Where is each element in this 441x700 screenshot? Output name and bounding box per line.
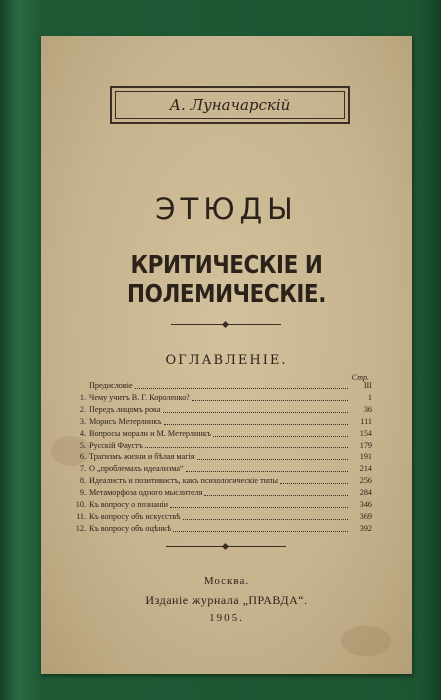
toc-item-page: 111: [360, 416, 372, 426]
toc-item-number: 11.: [76, 511, 86, 521]
toc-dot-leader: [170, 499, 348, 508]
toc-row: [74, 499, 372, 511]
toc-dot-leader: [186, 463, 348, 472]
toc-item-page: 256: [359, 476, 372, 486]
toc-item-page: 214: [359, 464, 372, 474]
imprint-publisher: Изданіе журнала „ПРАВДА“.: [145, 593, 308, 607]
toc-dot-leader: [197, 451, 348, 460]
toc-dot-leader: [192, 392, 348, 401]
toc-item-title: Передъ лицомъ рока: [89, 404, 161, 414]
toc-item-page: 1: [367, 392, 372, 402]
imprint-year: 1905.: [209, 612, 244, 624]
toc-dot-leader: [164, 416, 348, 425]
toc-item-title: Предисловіе: [89, 381, 133, 390]
toc-row: [74, 428, 372, 440]
toc-item-title: Чему учитъ В. Г. Короленко?: [89, 392, 190, 402]
toc-item-number: 9.: [79, 488, 86, 498]
toc-item-number: 10.: [75, 500, 86, 510]
toc-item-page: III: [363, 381, 372, 390]
author-name: А. Луначарскій: [115, 91, 345, 119]
table-of-contents: [74, 380, 372, 535]
toc-item-title: Къ вопросу объ искусствѣ: [89, 511, 181, 521]
toc-row: [74, 487, 372, 499]
toc-item-number: [74, 380, 89, 392]
toc-row: [74, 416, 372, 428]
toc-item-number: 3.: [79, 416, 86, 426]
toc-item-title: Трагизмъ жизни и бѣлая магія: [89, 452, 195, 462]
toc-item-number: 7.: [79, 464, 86, 474]
toc-item-page: 154: [359, 428, 372, 438]
toc-row: [74, 380, 372, 392]
toc-dot-leader: [173, 523, 348, 532]
imprint-city: Москва.: [203, 575, 250, 587]
toc-item-number: 5.: [79, 440, 86, 450]
toc-item-title: Вопросы морали и М. Метерлинкъ: [89, 428, 211, 438]
toc-item-page: 284: [359, 488, 372, 498]
toc-row: [74, 451, 372, 463]
toc-item-page: 369: [359, 511, 372, 521]
toc-dot-leader: [183, 511, 348, 520]
toc-item-page: 191: [359, 452, 372, 462]
bottom-ornament: [166, 546, 286, 547]
toc-dot-leader: [135, 380, 348, 389]
toc-row: [74, 392, 372, 404]
toc-item-number: 8.: [79, 476, 86, 486]
toc-item-page: 392: [359, 523, 372, 533]
toc-row: [74, 463, 372, 475]
toc-dot-leader: [280, 475, 348, 484]
toc-dot-leader: [213, 428, 348, 437]
title-ornament: [171, 324, 281, 325]
toc-dot-leader: [145, 440, 348, 449]
toc-item-number: 12.: [75, 523, 86, 533]
author-frame: [110, 86, 350, 124]
toc-item-title: Русскій Фаустъ: [89, 440, 143, 450]
toc-item-title: Къ вопросу объ оцѣнкѣ: [89, 523, 172, 533]
toc-row: [74, 475, 372, 487]
toc-dot-leader: [204, 487, 348, 496]
toc-dot-leader: [163, 404, 348, 413]
toc-item-title: Идеалистъ и позитивистъ, какъ психологическіе типы: [89, 476, 278, 486]
toc-item-title: О „проблемахъ идеализма“: [89, 464, 184, 474]
toc-item-page: 346: [359, 500, 372, 510]
toc-item-number: 2.: [79, 404, 86, 414]
toc-row: [74, 523, 372, 535]
toc-item-number: 1.: [79, 392, 86, 402]
toc-item-number: 6.: [79, 452, 86, 462]
title-line-1: ЭТЮДЫ: [155, 192, 298, 226]
toc-row: [74, 440, 372, 452]
title-line-2: КРИТИЧЕСКІЕ И ПОЛЕМИЧЕСКІЕ.: [127, 250, 326, 308]
toc-item-title: Морисъ Метерлинкъ: [89, 416, 162, 426]
toc-item-title: Метаморфоза одного мыслителя: [89, 488, 203, 498]
toc-item-page: 179: [359, 440, 372, 450]
toc-item-page: 36: [363, 404, 372, 414]
toc-row: [74, 404, 372, 416]
toc-page-label: Стр.: [351, 373, 369, 382]
paper-stain: [341, 626, 391, 656]
toc-item-number: 4.: [79, 428, 86, 438]
cover-page: [41, 36, 412, 674]
toc-row: [74, 511, 372, 523]
toc-item-title: Къ вопросу о познаніи: [89, 500, 168, 510]
toc-heading: ОГЛАВЛЕНІЕ.: [165, 353, 288, 368]
